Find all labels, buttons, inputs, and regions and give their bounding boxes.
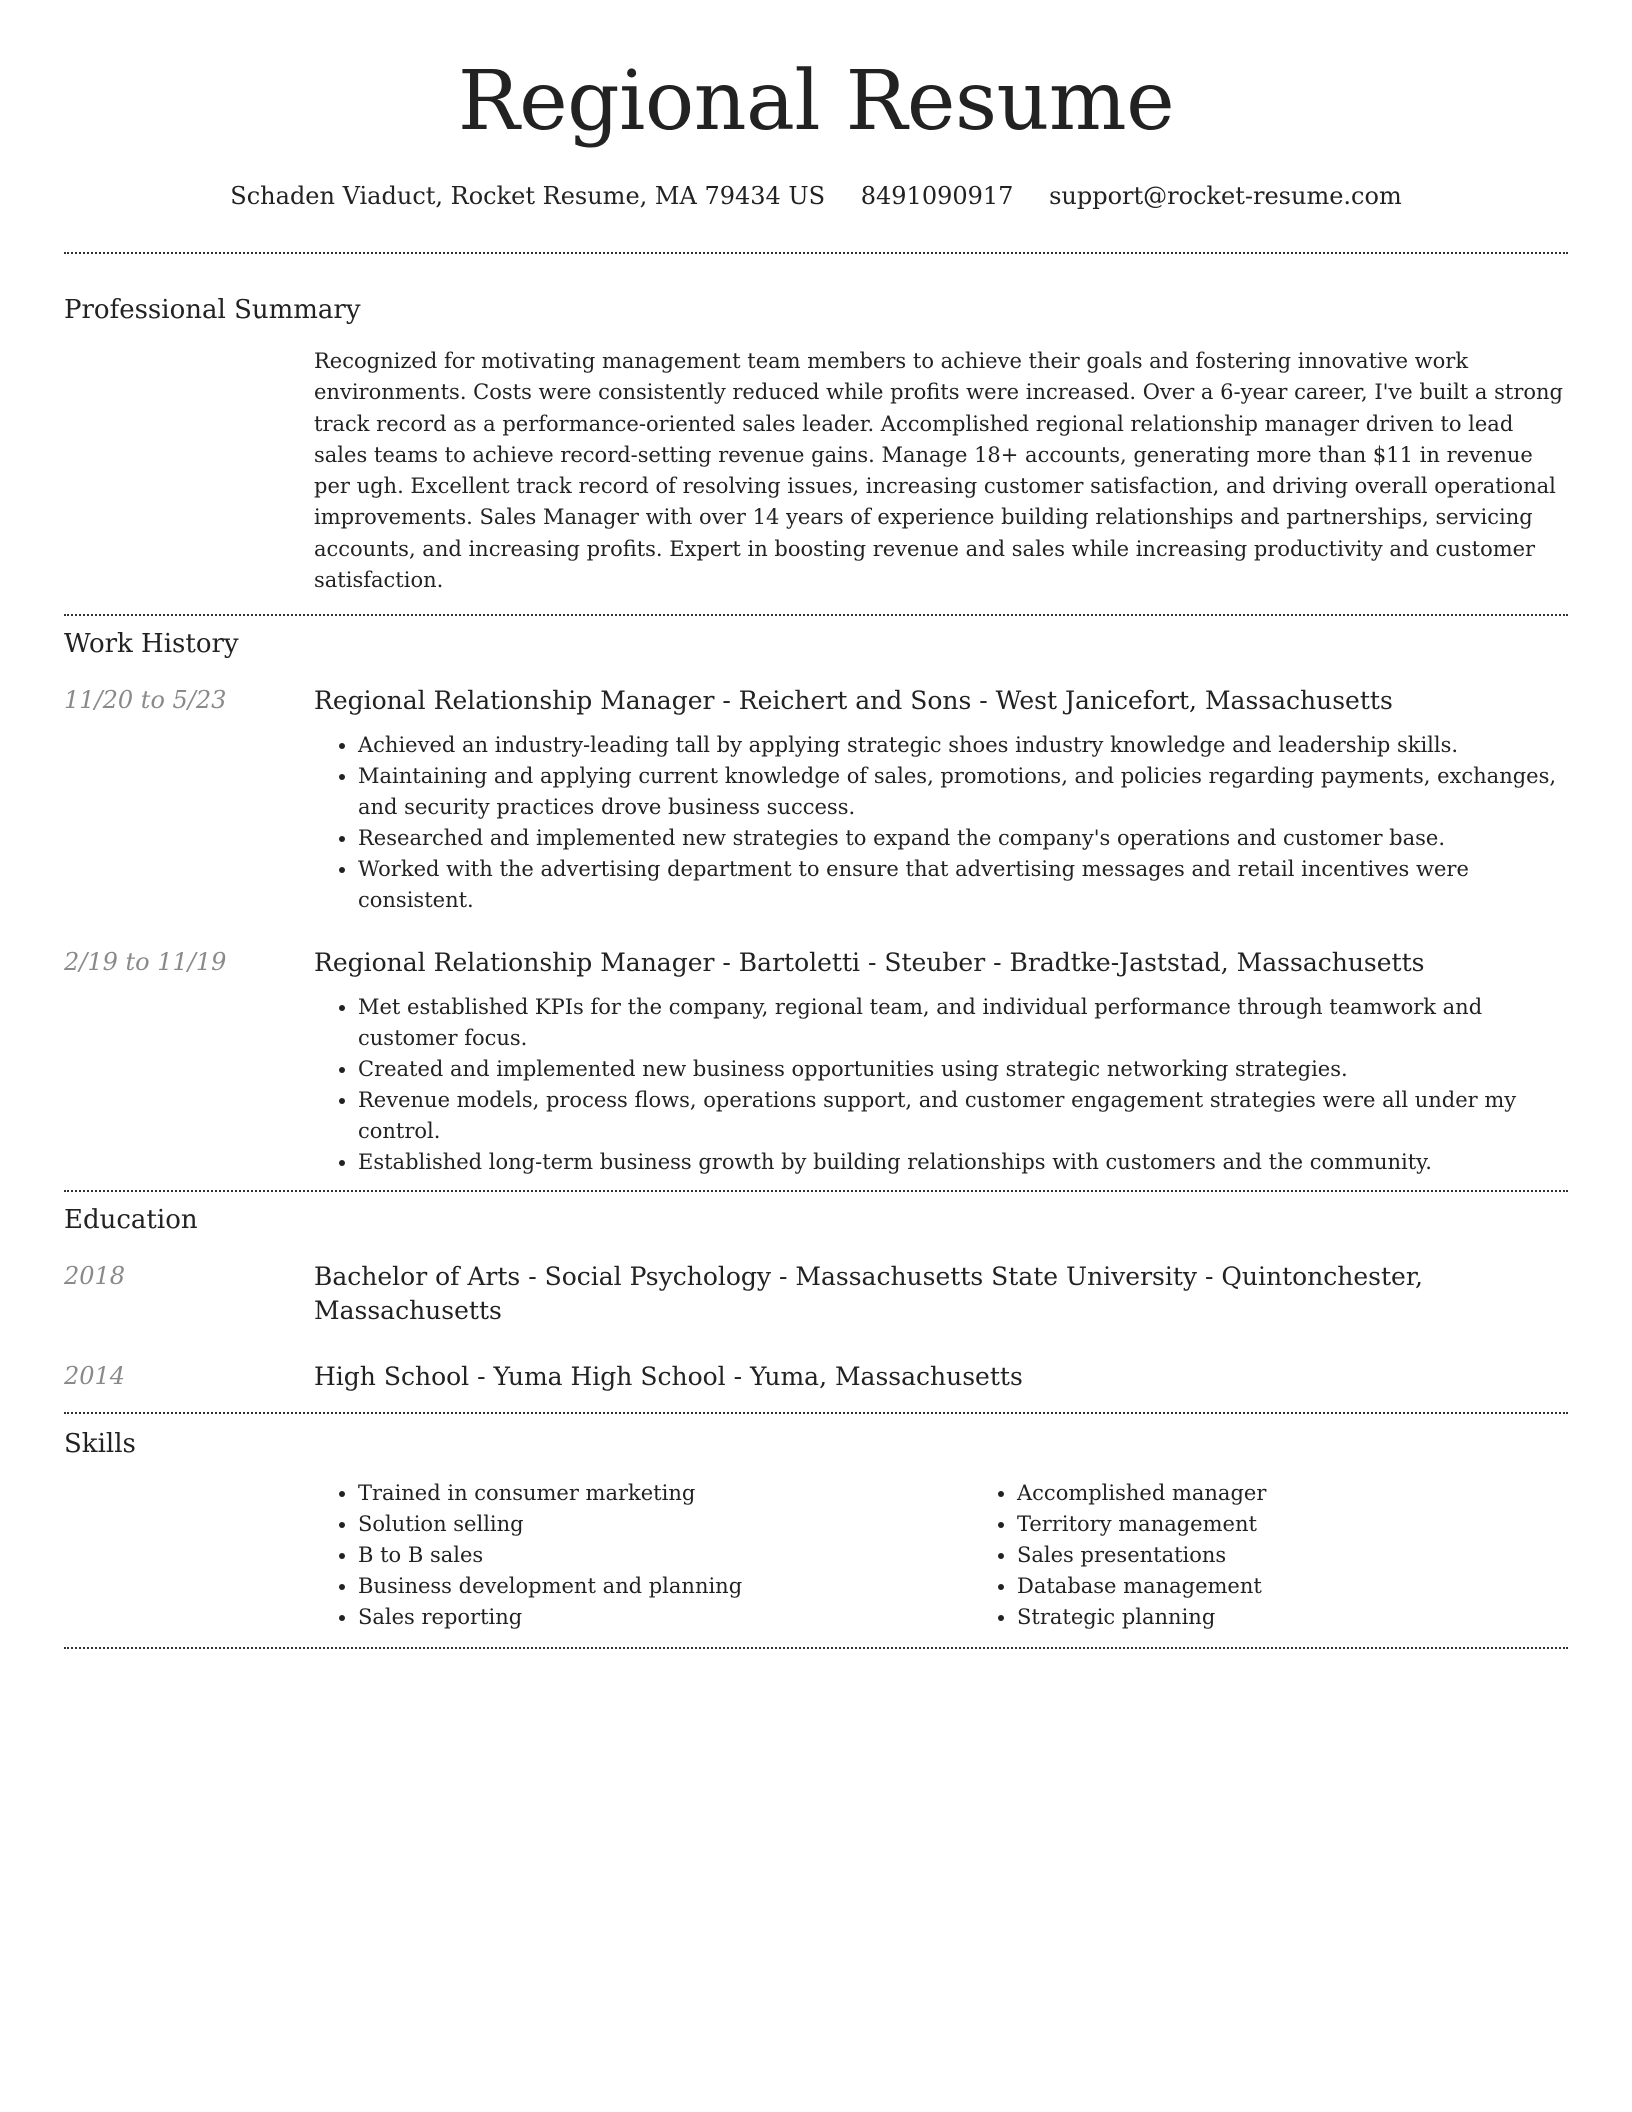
skills-list-left xyxy=(314,1478,973,1633)
education-heading: Bachelor of Arts - Social Psychology - Massachusetts State University - Quintonchester, Massachusetts xyxy=(314,1262,1423,1326)
skill-item: • Accomplished manager xyxy=(1017,1478,1632,1509)
resume-page xyxy=(64,0,1568,1649)
list-item: • Established long-term business growth by building relationships with customers and the community. xyxy=(358,1147,1568,1178)
section-title-skills: Skills xyxy=(64,1429,136,1460)
job-heading: Regional Relationship Manager - Bartoletti - Steuber - Bradtke-Jaststad, Massachusetts xyxy=(314,948,1425,978)
skill-item: • Solution selling xyxy=(358,1509,973,1540)
job-entry xyxy=(64,946,1568,1178)
education-entry xyxy=(64,1360,1568,1394)
skill-item: • Trained in consumer marketing xyxy=(358,1478,973,1509)
education-heading: High School - Yuma High School - Yuma, Massachusetts xyxy=(314,1362,1023,1392)
list-item: • Created and implemented new business opportunities using strategic networking strategies. xyxy=(358,1054,1568,1085)
skills-grid xyxy=(314,1478,1632,1633)
job-bullets xyxy=(314,992,1568,1178)
resume-name: Regional Resume xyxy=(457,54,1175,149)
list-item: • Achieved an industry-leading tall by applying strategic shoes industry knowledge and leadership skills. xyxy=(358,730,1568,761)
divider xyxy=(64,1647,1568,1649)
education-section xyxy=(64,1192,1568,1394)
skill-item: • Strategic planning xyxy=(1017,1602,1632,1633)
contact-email: support@rocket-resume.com xyxy=(1049,182,1402,210)
job-heading: Regional Relationship Manager - Reichert and Sons - West Janicefort, Massachusetts xyxy=(314,686,1393,716)
skill-item: • Territory management xyxy=(1017,1509,1632,1540)
skills-section xyxy=(64,1414,1568,1633)
section-title-work: Work History xyxy=(64,629,239,660)
list-item: • Worked with the advertising department to ensure that advertising messages and retail incentives were consistent. xyxy=(358,854,1568,916)
skill-item: • B to B sales xyxy=(358,1540,973,1571)
section-title-summary: Professional Summary xyxy=(64,295,361,325)
skill-item: • Business development and planning xyxy=(358,1571,973,1602)
contact-address: Schaden Viaduct, Rocket Resume, MA 79434 US xyxy=(230,182,826,210)
summary-section xyxy=(64,254,1568,596)
education-year: 2018 xyxy=(64,1262,126,1291)
contact-phone: 8491090917 xyxy=(860,182,1014,210)
job-entry xyxy=(64,684,1568,916)
section-title-education: Education xyxy=(64,1205,198,1236)
list-item: • Revenue models, process flows, operations support, and customer engagement strategies were all under my control. xyxy=(358,1085,1568,1147)
list-item: • Researched and implemented new strategies to expand the company's operations and customer base. xyxy=(358,823,1568,854)
summary-text: Recognized for motivating management team members to achieve their goals and fostering innovative work environments. Costs were consistently reduced while profits were increased. Over a 6-year career, I've built a strong track record as a performance-oriented sales leader. Accomplished regional relationship manager driven to lead sales teams to achieve record-setting revenue gains. Manage 18+ accounts, generating more than $11 in revenue per ugh. Excellent track record of resolving issues, increasing customer satisfaction, and driving overall operational improvements. Sales Manager with over 14 years of experience building relationships and partnerships, servicing accounts, and increasing profits. Expert in boosting revenue and sales while increasing productivity and customer satisfaction. xyxy=(314,349,1563,593)
job-dates: 2/19 to 11/19 xyxy=(64,948,227,977)
skills-list-right xyxy=(973,1478,1632,1633)
contact-line xyxy=(64,180,1568,212)
work-history-section xyxy=(64,616,1568,1178)
education-year: 2014 xyxy=(64,1362,126,1391)
list-item: • Met established KPIs for the company, regional team, and individual performance through teamwork and customer focus. xyxy=(358,992,1568,1054)
education-entry xyxy=(64,1260,1568,1328)
job-dates: 11/20 to 5/23 xyxy=(64,686,227,715)
skill-item: • Sales reporting xyxy=(358,1602,973,1633)
skill-item: • Sales presentations xyxy=(1017,1540,1632,1571)
job-bullets xyxy=(314,730,1568,916)
list-item: • Maintaining and applying current knowledge of sales, promotions, and policies regarding payments, exchanges, and security practices drove business success. xyxy=(358,761,1568,823)
skill-item: • Database management xyxy=(1017,1571,1632,1602)
